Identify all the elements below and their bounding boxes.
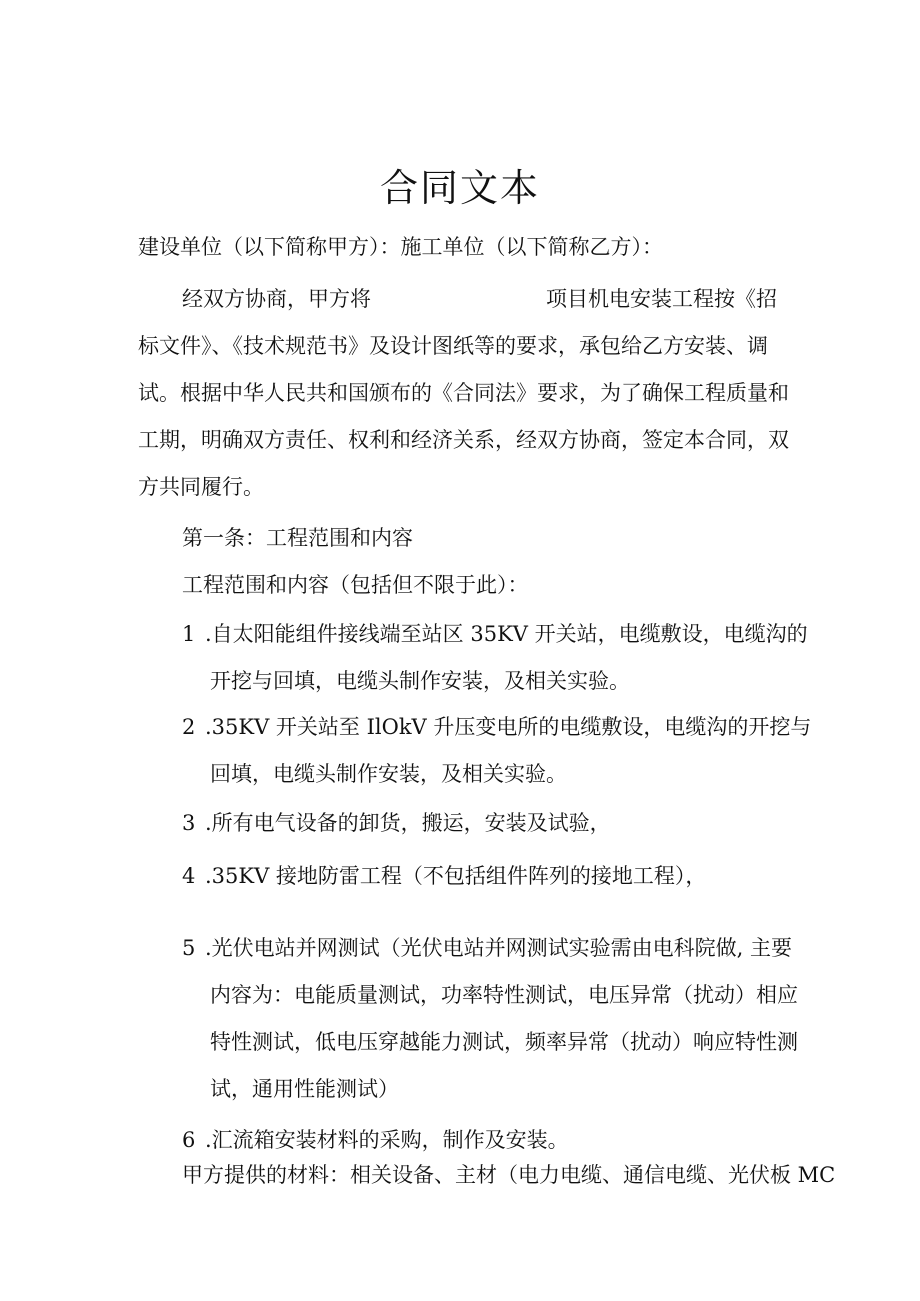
parties-line: 建设单位（以下简称甲方）：施工单位（以下简称乙方）：: [138, 235, 663, 259]
list-item-number: 4: [182, 864, 196, 888]
list-item-line: 内容为：电能质量测试，功率特性测试，电压异常（扰动）相应: [210, 983, 798, 1007]
intro-line-5: 方共同履行。: [138, 475, 264, 499]
list-item-line: .35KV 接地防雷工程（不包括组件阵列的接地工程），: [205, 864, 707, 888]
list-item-line: .35KV 开关站至 IlOkV 升压变电所的电缆敷设，电缆沟的开挖与: [205, 715, 812, 739]
list-item-number: 5: [182, 936, 196, 960]
intro-line-4: 工期，明确双方责任、权利和经济关系，经双方协商，签定本合同，双: [138, 428, 789, 452]
list-item-line: 回填，电缆头制作安装，及相关实验。: [210, 762, 567, 786]
intro-line-2: 标文件》、《技术规范书》及设计图纸等的要求，承包给乙方安装、调: [138, 334, 768, 358]
list-item-number: 3: [182, 811, 196, 835]
intro-line-1b: 项目机电安装工程按《招: [546, 287, 777, 311]
article-1-heading: 第一条：工程范围和内容: [182, 526, 413, 550]
list-item-line: .汇流箱安装材料的采购，制作及安装。: [205, 1128, 569, 1152]
list-item-number: 1: [182, 622, 196, 646]
list-item-number: 6: [182, 1128, 196, 1152]
intro-line-1a: 经双方协商，甲方将: [182, 287, 371, 311]
materials-line: 甲方提供的材料：相关设备、主材（电力电缆、通信电缆、光伏板 MC: [182, 1163, 836, 1187]
list-item-line: 试，通用性能测试）: [210, 1077, 399, 1101]
list-item-line: .自太阳能组件接线端至站区 35KV 开关站，电缆敷设，电缆沟的: [205, 622, 808, 646]
list-item-line: .所有电气设备的卸货，搬运，安装及试验，: [205, 811, 611, 835]
document-title: 合同文本: [379, 166, 540, 210]
list-item-number: 2: [182, 715, 196, 739]
intro-line-3: 试。根据中华人民共和国颁布的《合同法》要求，为了确保工程质量和: [138, 381, 789, 405]
list-item-line: .光伏电站并网测试（光伏电站并网测试实验需由电科院做, 主要: [205, 936, 793, 960]
list-item-line: 开挖与回填，电缆头制作安装，及相关实验。: [210, 669, 630, 693]
scope-intro: 工程范围和内容（包括但不限于此）：: [182, 573, 529, 597]
list-item-line: 特性测试，低电压穿越能力测试，频率异常（扰动）响应特性测: [210, 1030, 798, 1054]
